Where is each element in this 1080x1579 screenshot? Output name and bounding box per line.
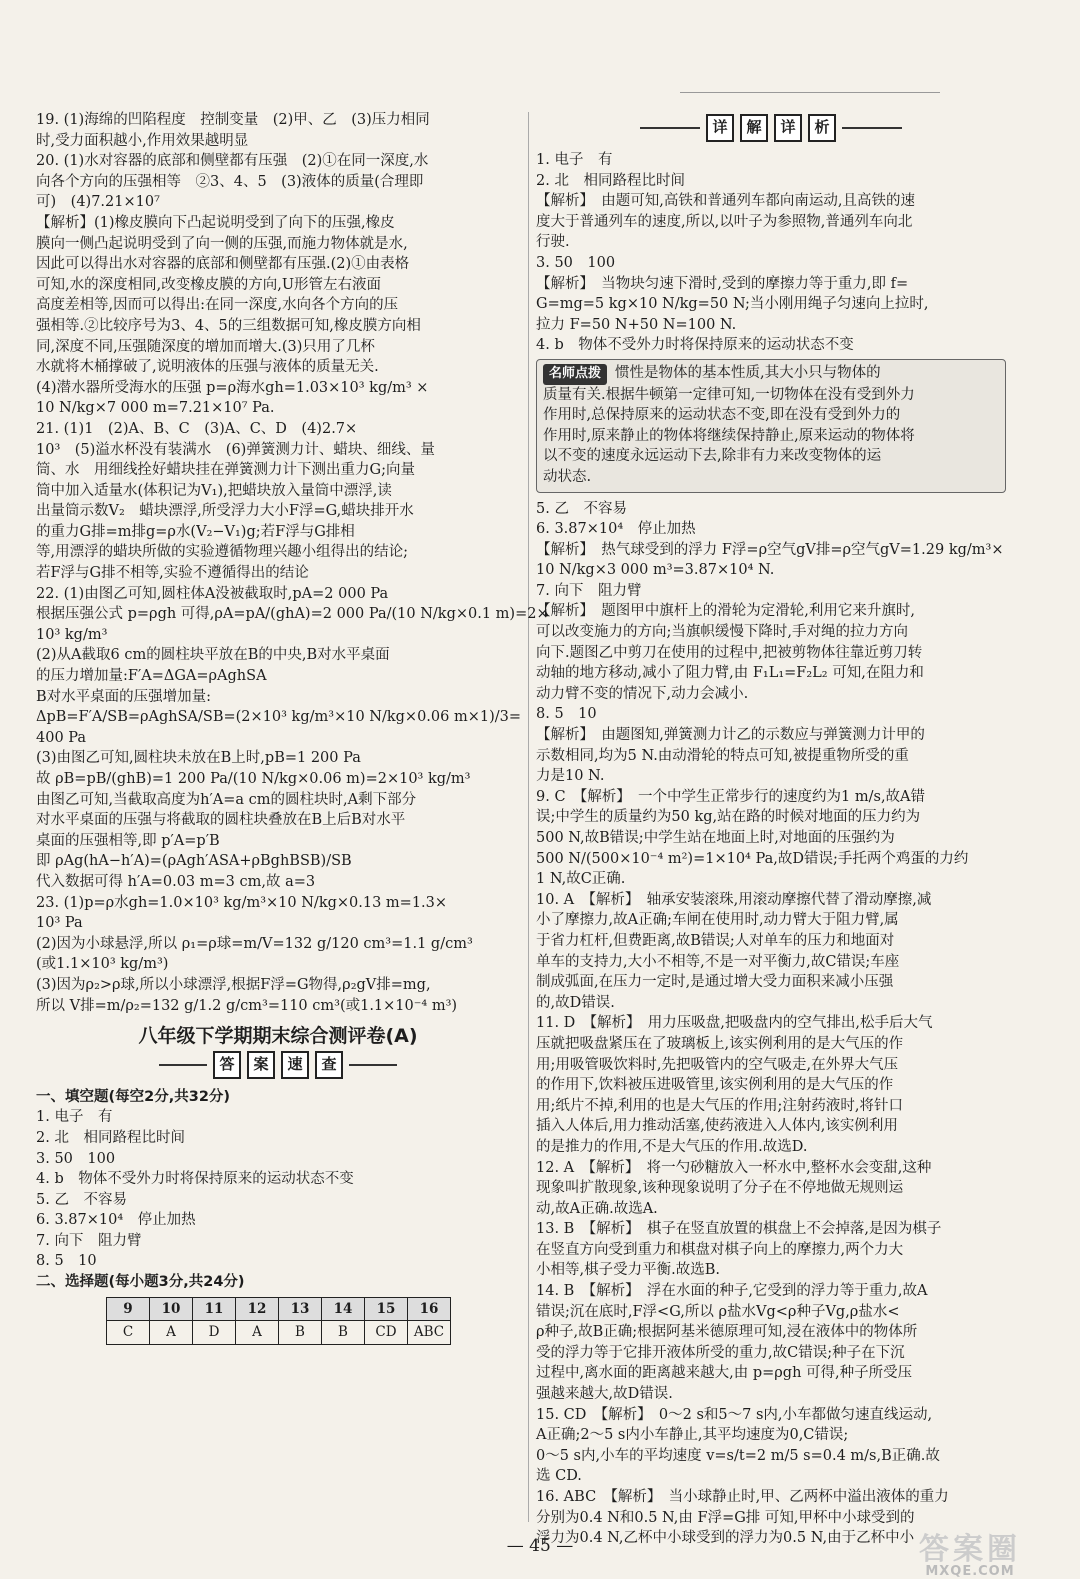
- solution-line: 度大于普通列车的速度,所以,以叶子为参照物,普通列车向北: [536, 213, 913, 230]
- page-number: — 45 —: [506, 1536, 574, 1556]
- solution-line: 11. D 【解析】 用力压吸盘,把吸盘内的空气排出,松手后大气: [536, 1015, 933, 1032]
- solution-line: 动轴的地方移动,减小了阻力臂,由 F₁L₁=F₂L₂ 可知,在阻力和: [536, 665, 924, 682]
- solution-line: 14. B 【解析】 浮在水面的种子,它受到的浮力等于重力,故A: [536, 1283, 928, 1300]
- fill-answer-line: 8. 5 10: [36, 1253, 97, 1270]
- solution-line: G=mg=5 kg×10 N/kg=50 N;当小刚用绳子匀速向上拉时,: [536, 296, 929, 313]
- solution-line: 10³ kg/m³: [36, 626, 108, 643]
- question-number-cell: 12: [236, 1297, 279, 1321]
- solution-line: 3. 50 100: [536, 254, 616, 271]
- solution-line: 行驶.: [536, 234, 570, 251]
- question-number-cell: 16: [408, 1297, 451, 1321]
- solution-line: 时,受力面积越小,作用效果越明显: [36, 132, 249, 149]
- right-column: [536, 110, 1006, 1549]
- banner-char: 析: [808, 114, 836, 142]
- solution-line: 筒中加入适量水(体积记为V₁),把蜡块放入量筒中漂浮,读: [36, 482, 392, 499]
- solution-line: 桌面的压强相等,即 p′A=p′B: [36, 832, 220, 849]
- solution-line: 拉力 F=50 N+50 N=100 N.: [536, 316, 737, 333]
- solution-line: 筒、水 用细线拴好蜡块挂在弹簧测力计下测出重力G;向量: [36, 462, 415, 479]
- tip-line: 作用时,总保持原来的运动状态不变,即在没有受到外力的: [543, 407, 901, 424]
- site-watermark: [880, 1524, 1060, 1579]
- fill-answer-line: 5. 乙 不容易: [36, 1191, 127, 1208]
- solution-line: 现象叫扩散现象,该种现象说明了分子在不停地做无规则运: [536, 1180, 904, 1197]
- solution-line: 由图乙可知,当截取高度为h′A=a cm的圆柱块时,A剩下部分: [36, 791, 417, 808]
- solution-line: 可) (4)7.21×10⁷: [36, 194, 160, 211]
- tip-line: 惯性是物体的基本性质,其大小只与物体的: [615, 364, 881, 381]
- question-number-cell: 9: [107, 1297, 150, 1321]
- solution-line: 浮力为0.4 N,乙杯中小球受到的浮力为0.5 N,由于乙杯中小: [536, 1530, 915, 1547]
- solution-line: 强相等.②比较序号为3、4、5的三组数据可知,橡皮膜方向相: [36, 317, 421, 334]
- solution-line: 示数相同,均为5 N.由动滑轮的特点可知,被提重物所受的重: [536, 747, 909, 764]
- answer-cell: ABC: [408, 1321, 451, 1345]
- solution-line: 向各个方向的压强相等 ②3、4、5 (3)液体的质量(合理即: [36, 173, 424, 190]
- banner-char: 案: [247, 1051, 275, 1079]
- tip-line: 动状态.: [543, 468, 592, 485]
- solution-line: 于省力杠杆,但费距离,故B错误;人对单车的压力和地面对: [536, 932, 895, 949]
- solution-line: 过程中,离水面的距离越来越大,由 p=ρgh 可得,种子所受压: [536, 1365, 913, 1382]
- solution-line: 的,故D错误.: [536, 994, 615, 1011]
- solution-line: 同,深度不同,压强随深度的增加而增大.(3)只用了几杯: [36, 338, 375, 355]
- solution-line: (3)由图乙可知,圆柱块未放在B上时,pB=1 200 Pa: [36, 750, 361, 767]
- fill-section-header: 一、填空题(每空2分,共32分): [36, 1088, 231, 1105]
- fill-answer-line: 4. b 物体不受外力时将保持原来的运动状态不变: [36, 1171, 354, 1188]
- solution-line: 10 N/kg×3 000 m³=3.87×10⁴ N.: [536, 562, 775, 579]
- solution-line: 0～5 s内,小车的平均速度 v=s/t=2 m/5 s=0.4 m/s,B正确.故: [536, 1447, 940, 1464]
- solution-line: 强越来越大,故D错误.: [536, 1386, 673, 1403]
- solution-line: 所以 V排=m/ρ₂=132 g/1.2 g/cm³=110 cm³(或1.1×10⁻⁴ m³): [36, 997, 458, 1014]
- solution-line: 受的浮力等于它排开液体所受的重力,故C错误;种子在下沉: [536, 1344, 905, 1361]
- solution-line: 小了摩擦力,故A正确;车闸在使用时,动力臂大于阻力臂,属: [536, 912, 899, 929]
- answer-cell: C: [107, 1321, 150, 1345]
- question-number-cell: 13: [279, 1297, 322, 1321]
- solution-line: 在竖直方向受到重力和棋盘对棋子向上的摩擦力,两个力大: [536, 1241, 904, 1258]
- solution-line: 19. (1)海绵的凹陷程度 控制变量 (2)甲、乙 (3)压力相同: [36, 112, 430, 128]
- solution-line: 13. B 【解析】 棋子在竖直放置的棋盘上不会掉落,是因为棋子: [536, 1221, 942, 1238]
- solution-line: 力是10 N.: [536, 768, 605, 785]
- solution-line: 15. CD 【解析】 0～2 s和5～7 s内,小车都做匀速直线运动,: [536, 1406, 933, 1423]
- detailed-explanation-banner: [536, 114, 1006, 142]
- solution-line: (或1.1×10³ kg/m³): [36, 956, 169, 973]
- solution-line: 【解析】(1)橡皮膜向下凸起说明受到了向下的压强,橡皮: [36, 214, 395, 231]
- banner-char: 详: [706, 114, 734, 142]
- choice-section-header: 二、选择题(每小题3分,共24分): [36, 1274, 245, 1291]
- tip-line: 质量有关.根据牛顿第一定律可知,一切物体在没有受到外力: [543, 386, 915, 403]
- solution-line: 500 N,故B错误;中学生站在地面上时,对地面的压强约为: [536, 830, 895, 846]
- solution-line: 等,用漂浮的蜡块所做的实验遵循物理兴趣小组得出的结论;: [36, 544, 408, 561]
- banner-char: 详: [774, 114, 802, 142]
- solution-line: 的是推力的作用,不是大气压的作用.故选D.: [536, 1138, 808, 1155]
- solution-line: 10. A 【解析】 轴承安装滚珠,用滚动摩擦代替了滑动摩擦,减: [536, 891, 932, 908]
- fill-answers: [36, 1107, 520, 1272]
- question-number-cell: 11: [193, 1297, 236, 1321]
- answer-cell: B: [279, 1321, 322, 1345]
- solution-line: 膜向一侧凸起说明受到了向一侧的压强,而施力物体就是水,: [36, 235, 408, 252]
- solution-line: 单车的支持力,大小不相等,不是一对平衡力,故C错误;车座: [536, 953, 900, 970]
- solution-line: 因此可以得出水对容器的底部和侧壁都有压强.(2)①由表格: [36, 256, 410, 273]
- solution-line: 选 CD.: [536, 1468, 582, 1485]
- teacher-tip-box: [536, 359, 1006, 493]
- solution-line: 压就把吸盘紧压在了玻璃板上,该实例利用的是大气压的作: [536, 1035, 904, 1052]
- question-number-cell: 15: [365, 1297, 408, 1321]
- question-number-cell: 10: [150, 1297, 193, 1321]
- solution-line: A正确;2～5 s内小车静止,其平均速度为0,C错误;: [536, 1427, 849, 1444]
- answer-cell: B: [322, 1321, 365, 1345]
- left-column: [36, 110, 549, 1345]
- solution-line: 7. 向下 阻力臂: [536, 582, 642, 599]
- fill-answer-line: 2. 北 相同路程比时间: [36, 1129, 185, 1146]
- left-solutions: [36, 110, 549, 1016]
- answer-quick-check-banner: [36, 1051, 520, 1079]
- solution-line: 若F浮与G排不相等,实验不遵循得出的结论: [36, 565, 309, 582]
- solution-line: 【解析】 由题可知,高铁和普通列车都向南运动,且高铁的速: [536, 193, 915, 210]
- solution-line: 的重力G排=m排g=ρ水(V₂−V₁)g;若F浮与G排相: [36, 523, 355, 540]
- solution-line: 【解析】 当物块匀速下滑时,受到的摩擦力等于重力,即 f=: [536, 275, 909, 292]
- answer-cell: A: [150, 1321, 193, 1345]
- tip-line: 以不变的速度永远运动下去,除非有力来改变物体的运: [543, 448, 882, 465]
- answer-cell: CD: [365, 1321, 408, 1345]
- solution-line: 2. 北 相同路程比时间: [536, 172, 685, 189]
- question-number-cell: 14: [322, 1297, 365, 1321]
- solution-line: (3)因为ρ₂>ρ球,所以小球漂浮,根据F浮=G物得,ρ₂gV排=mg,: [36, 976, 431, 993]
- solution-line: (2)因为小球悬浮,所以 ρ₁=ρ球=m/V=132 g/120 cm³=1.1 g/cm³: [36, 935, 473, 952]
- solution-line: 插入人体后,用力推动活塞,使药液进入人体内,该实例利用: [536, 1118, 898, 1135]
- column-divider: [528, 112, 529, 1522]
- solution-line: 23. (1)p=ρ水gh=1.0×10³ kg/m³×10 N/kg×0.13 m=1.3×: [36, 894, 448, 911]
- fill-answer-line: 1. 电子 有: [36, 1109, 113, 1126]
- answer-cell: A: [236, 1321, 279, 1345]
- solution-line: 动,故A正确.故选A.: [536, 1200, 658, 1217]
- solution-line: (4)潜水器所受海水的压强 p=ρ海水gh=1.03×10³ kg/m³ ×: [36, 379, 429, 396]
- solution-line: 根据压强公式 p=ρgh 可得,ρA=pA/(ghA)=2 000 Pa/(10 N/kg×0.1 m)=2×: [36, 606, 549, 623]
- solution-line: 【解析】 题图甲中旗杆上的滑轮为定滑轮,利用它来升旗时,: [536, 603, 915, 620]
- solution-line: 12. A 【解析】 将一勺砂糖放入一杯水中,整杯水会变甜,这种: [536, 1159, 932, 1176]
- solution-line: 400 Pa: [36, 729, 87, 746]
- solution-line: 出量筒示数V₂ 蜡块漂浮,所受浮力大小F浮=G,蜡块排开水: [36, 503, 414, 520]
- solution-line: 10 N/kg×7 000 m=7.21×10⁷ Pa.: [36, 400, 275, 417]
- fill-answer-line: 3. 50 100: [36, 1150, 116, 1167]
- solution-line: 4. b 物体不受外力时将保持原来的运动状态不变: [536, 337, 854, 354]
- solution-line: ΔpB=F′A/SB=ρAghSA/SB=(2×10³ kg/m³×10 N/kg×0.06 m×1)/3=: [36, 709, 522, 726]
- solution-line: B对水平桌面的压强增加量:: [36, 688, 212, 705]
- solution-line: 动力臂不变的情况下,动力会减小.: [536, 685, 749, 702]
- solution-line: 1. 电子 有: [536, 152, 613, 168]
- teacher-tip-tag: 名师点拨: [543, 364, 607, 385]
- solution-line: 可以改变施力的方向;当旗帜缓慢下降时,手对绳的拉力方向: [536, 624, 908, 641]
- watermark-url: MXQE.COM: [925, 1564, 1015, 1579]
- solution-line: 高度差相等,因而可以得出:在同一深度,水向各个方向的压: [36, 297, 399, 314]
- banner-char: 解: [740, 114, 768, 142]
- solution-line: 9. C 【解析】 一个中学生正常步行的速度约为1 m/s,故A错: [536, 788, 926, 805]
- solution-line: 错误;沉在底时,F浮<G,所以 ρ盐水Vg<ρ种子Vg,ρ盐水<: [536, 1303, 900, 1320]
- fill-answer-line: 6. 3.87×10⁴ 停止加热: [36, 1212, 196, 1229]
- solution-line: 8. 5 10: [536, 706, 597, 723]
- solution-line: 可知,水的深度相同,改变橡皮膜的方向,U形管左右液面: [36, 276, 382, 293]
- header-rule: [680, 92, 940, 93]
- banner-char: 速: [281, 1051, 309, 1079]
- solution-line: 用;用吸管吸饮料时,先把吸管内的空气吸走,在外界大气压: [536, 1056, 899, 1073]
- solution-line: 22. (1)由图乙可知,圆柱体A没被截取时,pA=2 000 Pa: [36, 585, 389, 602]
- solution-line: 10³ (5)溢水杯没有装满水 (6)弹簧测力计、蜡块、细线、量: [36, 441, 435, 458]
- exam-title: 八年级下学期期末综合测评卷(A): [138, 1025, 418, 1048]
- solution-line: 代入数据可得 h′A=0.03 m=3 cm,故 a=3: [36, 873, 316, 890]
- right-solutions-b: [536, 499, 1006, 1549]
- solution-line: 【解析】 热气球受到的浮力 F浮=ρ空气gV排=ρ空气gV=1.29 kg/m³×: [536, 541, 1004, 558]
- solution-line: 水就将木桶撑破了,说明液体的压强与液体的质量无关.: [36, 359, 379, 376]
- solution-line: 【解析】 由题图知,弹簧测力计乙的示数应与弹簧测力计甲的: [536, 727, 925, 744]
- solution-line: 6. 3.87×10⁴ 停止加热: [536, 521, 696, 538]
- solution-line: 16. ABC 【解析】 当小球静止时,甲、乙两杯中溢出液体的重力: [536, 1489, 949, 1505]
- solution-line: 500 N/(500×10⁻⁴ m²)=1×10⁴ Pa,故D错误;手托两个鸡蛋的力约: [536, 850, 969, 867]
- solution-line: 对水平桌面的压强与将截取的圆柱块叠放在B上后B对水平: [36, 812, 406, 829]
- solution-line: 故 ρB=pB/(ghB)=1 200 Pa/(10 N/kg×0.06 m)=2×10³ kg/m³: [36, 771, 471, 787]
- solution-line: 制成弧面,在压力一定时,是通过增大受力面积来减小压强: [536, 974, 894, 991]
- solution-line: 1 N,故C正确.: [536, 871, 626, 888]
- answer-cell: D: [193, 1321, 236, 1345]
- solution-line: 小相等,棋子受力平衡.故选B.: [536, 1262, 720, 1279]
- solution-line: ρ种子,故B正确;根据阿基米德原理可知,浸在液体中的物体所: [536, 1324, 918, 1341]
- solution-line: 5. 乙 不容易: [536, 500, 627, 517]
- fill-answer-line: 7. 向下 阻力臂: [36, 1232, 142, 1249]
- solution-line: 用;纸片不掉,利用的也是大气压的作用;注射药液时,将针口: [536, 1097, 903, 1114]
- banner-char: 查: [315, 1051, 343, 1079]
- solution-line: 误;中学生的质量约为50 kg,站在路的时候对地面的压力约为: [536, 809, 921, 826]
- solution-line: 的作用下,饮料被压进吸管里,该实例利用的是大气压的作: [536, 1077, 894, 1094]
- solution-line: 向下.题图乙中剪刀在使用的过程中,把被剪物体往靠近剪刀转: [536, 644, 923, 661]
- solution-line: 20. (1)水对容器的底部和侧壁都有压强 (2)①在同一深度,水: [36, 153, 429, 170]
- solution-line: 21. (1)1 (2)A、B、C (3)A、C、D (4)2.7×: [36, 420, 358, 437]
- solution-line: 即 ρAg(hA−h′A)=(ρAgh′ASA+ρBghBSB)/SB: [36, 853, 352, 870]
- solution-line: 的压力增加量:F′A=ΔGA=ρAghSA: [36, 668, 267, 685]
- tip-body: [543, 385, 999, 488]
- solution-line: (2)从A截取6 cm的圆柱块平放在B的中央,B对水平桌面: [36, 647, 390, 664]
- choice-answer-table: [106, 1297, 451, 1345]
- solution-line: 10³ Pa: [36, 915, 83, 932]
- right-solutions-a: [536, 150, 1006, 356]
- banner-char: 答: [213, 1051, 241, 1079]
- tip-line: 作用时,原来静止的物体将继续保持静止,原来运动的物体将: [543, 427, 915, 444]
- solution-line: 分别为0.4 N和0.5 N,由 F浮=G排 可知,甲杯中小球受到的: [536, 1509, 915, 1526]
- watermark-logo: 答案圈: [919, 1532, 1021, 1567]
